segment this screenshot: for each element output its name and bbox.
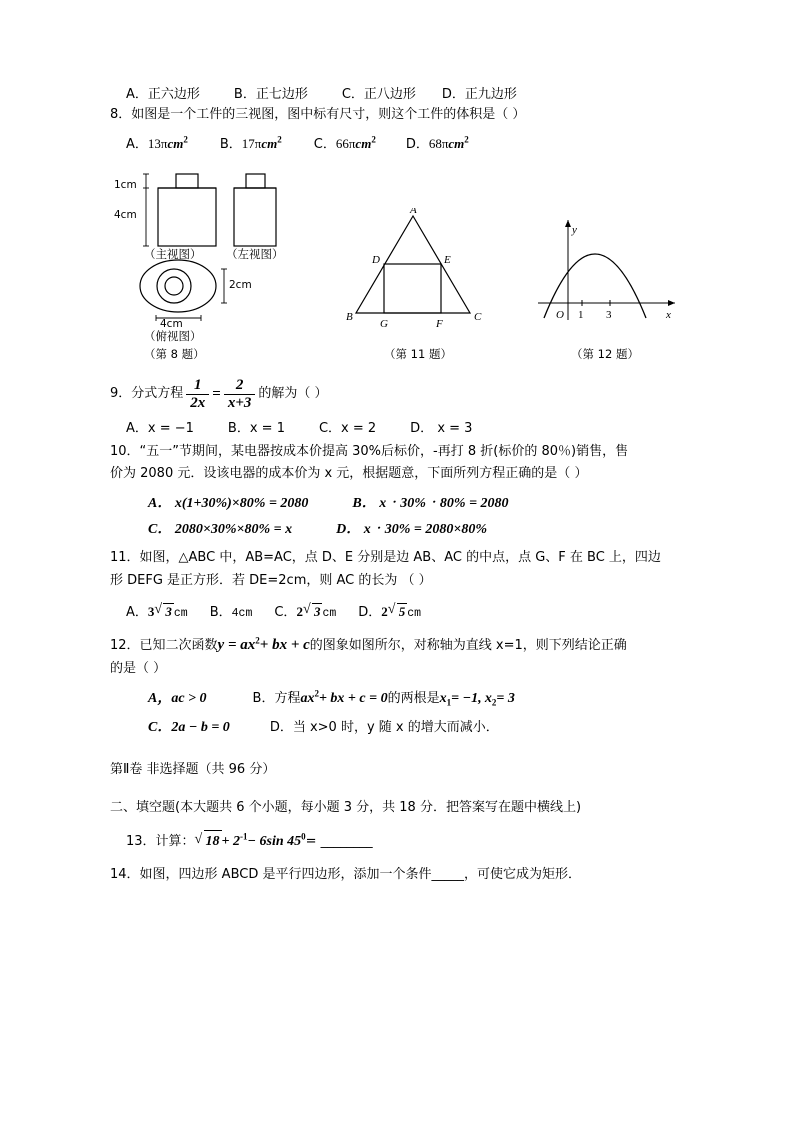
q9-suffix: 的解为（ ） bbox=[258, 386, 328, 402]
caption-side-view: （左视图） bbox=[226, 247, 284, 262]
svg-text:3: 3 bbox=[606, 309, 612, 322]
question-12-options-row-1 bbox=[110, 687, 690, 708]
svg-text:A: A bbox=[410, 208, 417, 217]
dim-4cm-bottom: 4cm bbox=[160, 318, 183, 331]
q13-exp: -1 bbox=[240, 831, 248, 842]
caption-figure-12: （第 12 题） bbox=[571, 347, 639, 362]
q11-option-c[interactable]: C．2 √ 3 cm bbox=[274, 601, 336, 620]
q8-option-a[interactable]: A．13πcm$^2$ bbox=[126, 134, 188, 153]
figure-8 bbox=[114, 166, 306, 362]
q8-option-b[interactable]: B．17πcm$^2$ bbox=[219, 134, 282, 153]
q12-formula-exp: 2 bbox=[255, 635, 260, 646]
svg-text:G: G bbox=[380, 318, 388, 331]
section-2-title: 第Ⅱ卷 非选择题（共 96 分） bbox=[110, 761, 276, 777]
figure-11-svg bbox=[338, 208, 498, 333]
svg-text:E: E bbox=[444, 254, 451, 267]
q9-prefix: 9．分式方程 bbox=[110, 386, 184, 402]
figure-12 bbox=[520, 208, 690, 362]
question-10-line-1: 10．“五一”节期间，某电器按成本价提高 30%后标价，-再打 8 折(标价的 80％)销售，售 bbox=[110, 444, 629, 460]
figure-block bbox=[110, 158, 690, 373]
q13-answer-blank[interactable]: = ________ bbox=[305, 833, 373, 849]
q13-prefix: 13．计算： bbox=[126, 833, 195, 849]
q12-suffix: 的图象如图所尔，对称轴为直线 x=1，则下列结论正确 bbox=[309, 637, 627, 653]
question-10-line-2: 价为 2080 元．设该电器的成本价为 x 元，根据题意，下面所列方程正确的是（ ） bbox=[110, 466, 588, 482]
svg-text:O: O bbox=[556, 309, 564, 322]
q9-fraction-right: $\frac{2}{x+3}$ bbox=[224, 377, 256, 411]
question-11-options bbox=[110, 601, 690, 620]
figure-11 bbox=[338, 208, 498, 362]
svg-text:F: F bbox=[436, 318, 443, 331]
question-8-options bbox=[110, 133, 690, 152]
caption-front-view: （主视图） bbox=[144, 247, 202, 262]
question-12-options-row-2 bbox=[110, 716, 690, 736]
q12-formula: y = ax bbox=[217, 636, 256, 653]
q12-formula-rest: + bx + c bbox=[259, 636, 310, 653]
q9-option-c[interactable]: C．x = 2 bbox=[318, 421, 377, 437]
question-9-options bbox=[110, 417, 690, 436]
question-14: 14．如图，四边形 ABCD 是平行四边形，添加一个条件_____，可使它成为矩形． bbox=[110, 866, 581, 882]
dim-4cm: 4cm bbox=[114, 209, 137, 222]
question-7-options bbox=[110, 83, 690, 102]
q11-option-b[interactable]: B．4cm bbox=[209, 604, 253, 620]
q11-radical-a: √ 3 bbox=[154, 603, 174, 620]
question-11-line-2: 形 DEFG 是正方形．若 DE=2cm，则 AC 的长为 （ ） bbox=[110, 572, 432, 588]
question-12-line-2: 的是（ ） bbox=[110, 660, 167, 676]
q13-degree: 0 bbox=[301, 831, 306, 842]
q10-option-a[interactable]: A． x(1+30%)×80% = 2080 bbox=[148, 496, 309, 512]
q12-option-c[interactable]: C．2a − b = 0 bbox=[148, 719, 230, 735]
figure-12-svg bbox=[520, 208, 690, 333]
svg-text:C: C bbox=[474, 311, 482, 324]
dim-1cm: 1cm bbox=[114, 179, 137, 192]
svg-text:1: 1 bbox=[578, 309, 584, 322]
q7-option-a[interactable]: A．正六边形 bbox=[126, 87, 200, 102]
q12-option-d[interactable]: D．当 x>0 时，y 随 x 的增大而减小． bbox=[269, 719, 499, 735]
q7-option-c[interactable]: C．正八边形 bbox=[341, 87, 416, 102]
q13-mid: + 2 bbox=[221, 833, 241, 849]
q12-option-a[interactable]: A，ac > 0 bbox=[148, 691, 207, 707]
svg-text:D: D bbox=[372, 254, 380, 267]
q11-radical-d: √ 5 bbox=[388, 603, 408, 620]
section-2-heading: 二、填空题(本大题共 6 个小题，每小题 3 分，共 18 分．把答案写在题中横线上) bbox=[110, 799, 582, 815]
q9-equals: = bbox=[212, 385, 221, 402]
q11-radical-c: √ 3 bbox=[303, 603, 323, 620]
svg-text:x: x bbox=[666, 309, 671, 322]
q10-option-c[interactable]: C． 2080×30%×80% = x bbox=[148, 522, 293, 538]
q13-radical: √ 18 bbox=[195, 830, 222, 853]
q9-option-d[interactable]: D． x = 3 bbox=[410, 421, 473, 437]
q8-option-d[interactable]: D．68πcm$^2$ bbox=[405, 134, 469, 153]
caption-figure-11: （第 11 题） bbox=[384, 347, 452, 362]
question-9-stem bbox=[110, 377, 690, 411]
question-10-options-row-2 bbox=[110, 518, 690, 538]
q10-option-b[interactable]: B． x‧30%‧80% = 2080 bbox=[352, 496, 509, 512]
q10-option-d[interactable]: D． x‧30% = 2080×80% bbox=[336, 522, 487, 538]
q12-option-b[interactable]: B．方程$ax^2+$ bx + c = 0的两根是$x_1= -1$, $x_2= 3$ bbox=[252, 688, 515, 708]
q12-prefix: 12．已知二次函数 bbox=[110, 637, 218, 653]
question-11-line-1: 11．如图，△ABC 中，AB=AC，点 D、E 分别是边 AB、AC 的中点，点 G、F 在 BC 上，四边 bbox=[110, 550, 661, 566]
question-10-options-row-1 bbox=[110, 492, 690, 512]
q11-option-a[interactable]: A．3 √ 3 cm bbox=[126, 601, 188, 620]
svg-text:B: B bbox=[346, 311, 353, 324]
q9-fraction-left: $\frac{1}{2x}$ bbox=[186, 377, 209, 411]
q7-option-b[interactable]: B．正七边形 bbox=[233, 87, 308, 102]
caption-figure-8: （第 8 题） bbox=[144, 347, 205, 362]
q8-option-c[interactable]: C．66πcm$^2$ bbox=[313, 134, 376, 153]
page-content bbox=[110, 80, 690, 887]
q11-option-d[interactable]: D．2 √ 5 cm bbox=[358, 601, 421, 620]
q13-rest: − 6sin 45 bbox=[247, 833, 302, 849]
svg-text:y: y bbox=[572, 224, 577, 237]
q9-option-b[interactable]: B．x = 1 bbox=[227, 421, 285, 437]
question-8-stem: 8．如图是一个工件的三视图，图中标有尺寸，则这个工件的体积是（ ） bbox=[110, 107, 526, 122]
q7-option-d[interactable]: D．正九边形 bbox=[441, 87, 517, 102]
question-12-line-1 bbox=[110, 634, 690, 657]
dim-2cm: 2cm bbox=[229, 279, 252, 292]
q9-option-a[interactable]: A．x = −1 bbox=[126, 421, 194, 437]
caption-top-view: （俯视图） bbox=[144, 329, 202, 344]
question-13 bbox=[110, 830, 690, 853]
